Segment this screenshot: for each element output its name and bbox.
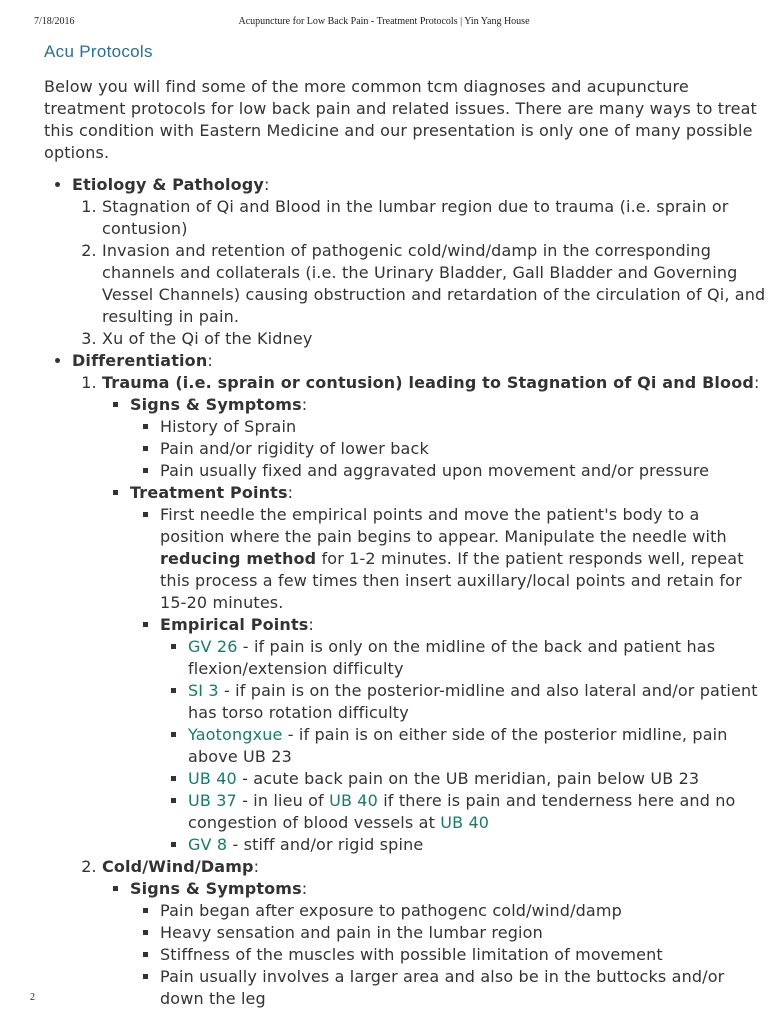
treatment-title: Treatment Points xyxy=(130,483,288,502)
main-list xyxy=(44,174,766,1010)
article-body xyxy=(44,40,766,1010)
signs-list xyxy=(130,900,766,1010)
point-description: if there is pain and tenderness here and no congestion of blood vessels at xyxy=(188,791,736,832)
list-item xyxy=(188,680,766,724)
treatment-list xyxy=(130,504,766,856)
list-item: ▪ Pain usually involves a larger area and also be in the buttocks and/or down the leg xyxy=(160,966,766,1010)
list-item xyxy=(160,504,766,614)
list-item-signs: ▪ Signs & Symptoms: ▪ History of Sprain ▪ Pain and/or rigidity of lower back ▪ Pain usually fixed and aggravated upon movement and/or pressure xyxy=(130,394,766,482)
reducing-method-text: reducing method xyxy=(160,549,317,568)
treatment-text-post: for 1-2 minutes. If the patient responds well, repeat this process a few times then insert auxillary/local points and retain for 15-20 minutes. xyxy=(160,549,744,612)
list-item xyxy=(188,768,766,790)
list-item xyxy=(188,636,766,680)
gv8-link[interactable]: GV 8 xyxy=(188,835,228,854)
list-item: ▪ History of Sprain xyxy=(160,416,766,438)
list-item-signs: ▪ Signs & Symptoms: ▪ Pain began after exposure to pathogenc cold/wind/damp ▪ Heavy sensation and pain in the lumbar region ▪ Stiffness of the muscles with possible limitation of movement ▪ Pain usually involves a larger area and also be in the buttocks and/or down the leg xyxy=(130,878,766,1010)
list-item-trauma: 1. Trauma (i.e. sprain or contusion) leading to Stagnation of Qi and Blood: ▪ Signs & Symptoms: ▪ History of Sprain ▪ Pain and/or rigidity of lower back ▪ Pain usually fixed and aggravated upon movement and/or pressure ▪ Treatment Points: ▪ First needle the empirical points and move the patient's body to a position where the pain begins to appear. Manipulate the needle with reducing method for 1-2 minutes. If the patient responds well, repeat this process a few times then insert auxillary/local points and retain for 15-20 minutes. ▪ Empirical Points: ▪ GV 26 - if pain is only on the midline of the back and patient has flexion/extension difficulty ▪ SI 3 - if pain is on the posterior-midline and also lateral and/or patient has torso rotation difficulty ▪ Yaotongxue - if pain is on either side of the posterior midline, pain above UB 23 ▪ UB 40 - acute back pain on the UB meridian, pain below UB 23 ▪ UB 37 - in lieu of UB 40 if there is pain and tenderness here and no congestion of blood vessels at UB 40 ▪ GV 8 - stiff and/or rigid spine xyxy=(102,372,766,856)
list-item: 2. Invasion and retention of pathogenic cold/wind/damp in the corresponding channels and collaterals (i.e. the Urinary Bladder, Gall Bladder and Governing Vessel Channels) causing obstruction and retardation of the circulation of Qi, and resulting in pain. xyxy=(102,240,766,328)
signs-title: Signs & Symptoms xyxy=(130,395,302,414)
list-item: ▪ Pain and/or rigidity of lower back xyxy=(160,438,766,460)
signs-list xyxy=(130,416,766,482)
yaotongxue-link[interactable]: Yaotongxue xyxy=(188,725,283,744)
signs-title: Signs & Symptoms xyxy=(130,879,302,898)
list-item-cold-wind-damp: 2. Cold/Wind/Damp: ▪ Signs & Symptoms: ▪ Pain began after exposure to pathogenc cold/wind/damp ▪ Heavy sensation and pain in the lumbar region ▪ Stiffness of the muscles with possible limitation of movement ▪ Pain usually involves a larger area and also be in the buttocks and/or down the leg xyxy=(102,856,766,1010)
si3-link[interactable]: SI 3 xyxy=(188,681,219,700)
print-title: Acupuncture for Low Back Pain - Treatment Protocols | Yin Yang House xyxy=(238,16,530,27)
point-description: - if pain is on the posterior-midline and also lateral and/or patient has torso rotation difficulty xyxy=(188,681,758,722)
intro-paragraph: Below you will find some of the more common tcm diagnoses and acupuncture treatment protocols for low back pain and related issues. There are many ways to treat this condition with Eastern Medicine and our presentation is only one of many possible options. xyxy=(44,77,757,162)
list-item: ▪ Pain began after exposure to pathogenc cold/wind/damp xyxy=(160,900,766,922)
list-item xyxy=(188,790,766,834)
list-item: 1. Stagnation of Qi and Blood in the lumbar region due to trauma (i.e. sprain or contusion) xyxy=(102,196,766,240)
point-description: - if pain is on either side of the posterior midline, pain above UB 23 xyxy=(188,725,728,766)
differentiation-title: Differentiation xyxy=(72,351,208,370)
empirical-title: Empirical Points xyxy=(160,615,309,634)
point-description: - stiff and/or rigid spine xyxy=(227,835,424,854)
etiology-list xyxy=(72,196,766,350)
list-item: ▪ Stiffness of the muscles with possible limitation of movement xyxy=(160,944,766,966)
print-header xyxy=(0,16,768,30)
list-item-differentiation: • Differentiation: 1. Trauma (i.e. sprain or contusion) leading to Stagnation of Qi and Blood: ▪ Signs & Symptoms: ▪ History of Sprain ▪ Pain and/or rigidity of lower back ▪ Pain usually fixed and aggravated upon movement and/or pressure ▪ Treatment Points: ▪ First needle the empirical points and move the patient's body to a position where the pain begins to appear. Manipulate the needle with reducing method for 1-2 minutes. If the patient responds well, repeat this process a few times then insert auxillary/local points and retain for 15-20 minutes. ▪ Empirical Points: ▪ GV 26 - if pain is only on the midline of the back and patient has flexion/extension difficulty ▪ SI 3 - if pain is on the posterior-midline and also lateral and/or patient has torso rotation difficulty ▪ Yaotongxue - if pain is on either side of the posterior midline, pain above UB 23 ▪ UB 40 - acute back pain on the UB meridian, pain below UB 23 ▪ UB 37 - in lieu of UB 40 if there is pain and tenderness here and no congestion of blood vessels at UB 40 ▪ GV 8 - stiff and/or rigid spine 2. Cold/Wind/Damp: ▪ Signs & Symptoms: ▪ Pain began after exposure to pathogenc cold/wind/damp ▪ Heavy sensation and pain in the lumbar region ▪ Stiffness of the muscles with possible limitation of movement ▪ Pain usually involves a larger area and also be in the buttocks and/or down the leg xyxy=(72,350,766,1010)
trauma-sublist xyxy=(102,394,766,856)
cold-title: Cold/Wind/Damp xyxy=(102,857,254,876)
ub40-link[interactable]: UB 40 xyxy=(329,791,378,810)
trauma-title: Trauma (i.e. sprain or contusion) leading to Stagnation of Qi and Blood xyxy=(102,373,754,392)
page-number: 2 xyxy=(30,992,35,1003)
print-date: 7/18/2016 xyxy=(34,16,75,27)
list-item: ▪ Pain usually fixed and aggravated upon movement and/or pressure xyxy=(160,460,766,482)
list-item-treatment: ▪ Treatment Points: ▪ First needle the empirical points and move the patient's body to a position where the pain begins to appear. Manipulate the needle with reducing method for 1-2 minutes. If the patient responds well, repeat this process a few times then insert auxillary/local points and retain for 15-20 minutes. ▪ Empirical Points: ▪ GV 26 - if pain is only on the midline of the back and patient has flexion/extension difficulty ▪ SI 3 - if pain is on the posterior-midline and also lateral and/or patient has torso rotation difficulty ▪ Yaotongxue - if pain is on either side of the posterior midline, pain above UB 23 ▪ UB 40 - acute back pain on the UB meridian, pain below UB 23 ▪ UB 37 - in lieu of UB 40 if there is pain and tenderness here and no congestion of blood vessels at UB 40 ▪ GV 8 - stiff and/or rigid spine xyxy=(130,482,766,856)
point-description: - in lieu of xyxy=(236,791,330,810)
list-item: 3. Xu of the Qi of the Kidney xyxy=(102,328,766,350)
gv26-link[interactable]: GV 26 xyxy=(188,637,238,656)
list-item-empirical: ▪ Empirical Points: ▪ GV 26 - if pain is only on the midline of the back and patient has flexion/extension difficulty ▪ SI 3 - if pain is on the posterior-midline and also lateral and/or patient has torso rotation difficulty ▪ Yaotongxue - if pain is on either side of the posterior midline, pain above UB 23 ▪ UB 40 - acute back pain on the UB meridian, pain below UB 23 ▪ UB 37 - in lieu of UB 40 if there is pain and tenderness here and no congestion of blood vessels at UB 40 ▪ GV 8 - stiff and/or rigid spine xyxy=(160,614,766,856)
page-title: Acu Protocols xyxy=(44,42,153,61)
list-item xyxy=(188,724,766,768)
list-item xyxy=(188,834,766,856)
etiology-title: Etiology & Pathology xyxy=(72,175,264,194)
ub40-link[interactable]: UB 40 xyxy=(188,769,237,788)
cold-sublist xyxy=(102,878,766,1010)
list-item-etiology: • Etiology & Pathology: 1. Stagnation of Qi and Blood in the lumbar region due to trauma (i.e. sprain or contusion) 2. Invasion and retention of pathogenic cold/wind/damp in the corresponding channels and collaterals (i.e. the Urinary Bladder, Gall Bladder and Governing Vessel Channels) causing obstruction and retardation of the circulation of Qi, and resulting in pain. 3. Xu of the Qi of the Kidney xyxy=(72,174,766,350)
ub40-link[interactable]: UB 40 xyxy=(440,813,490,832)
treatment-text-pre: First needle the empirical points and move the patient's body to a position where the pain begins to appear. Manipulate the needle with xyxy=(160,505,727,546)
differentiation-list xyxy=(72,372,766,1010)
empirical-list xyxy=(160,636,766,856)
list-item: ▪ Heavy sensation and pain in the lumbar region xyxy=(160,922,766,944)
point-description: - acute back pain on the UB meridian, pain below UB 23 xyxy=(236,769,700,788)
point-description: - if pain is only on the midline of the back and patient has flexion/extension difficulty xyxy=(188,637,716,678)
ub37-link[interactable]: UB 37 xyxy=(188,791,237,810)
